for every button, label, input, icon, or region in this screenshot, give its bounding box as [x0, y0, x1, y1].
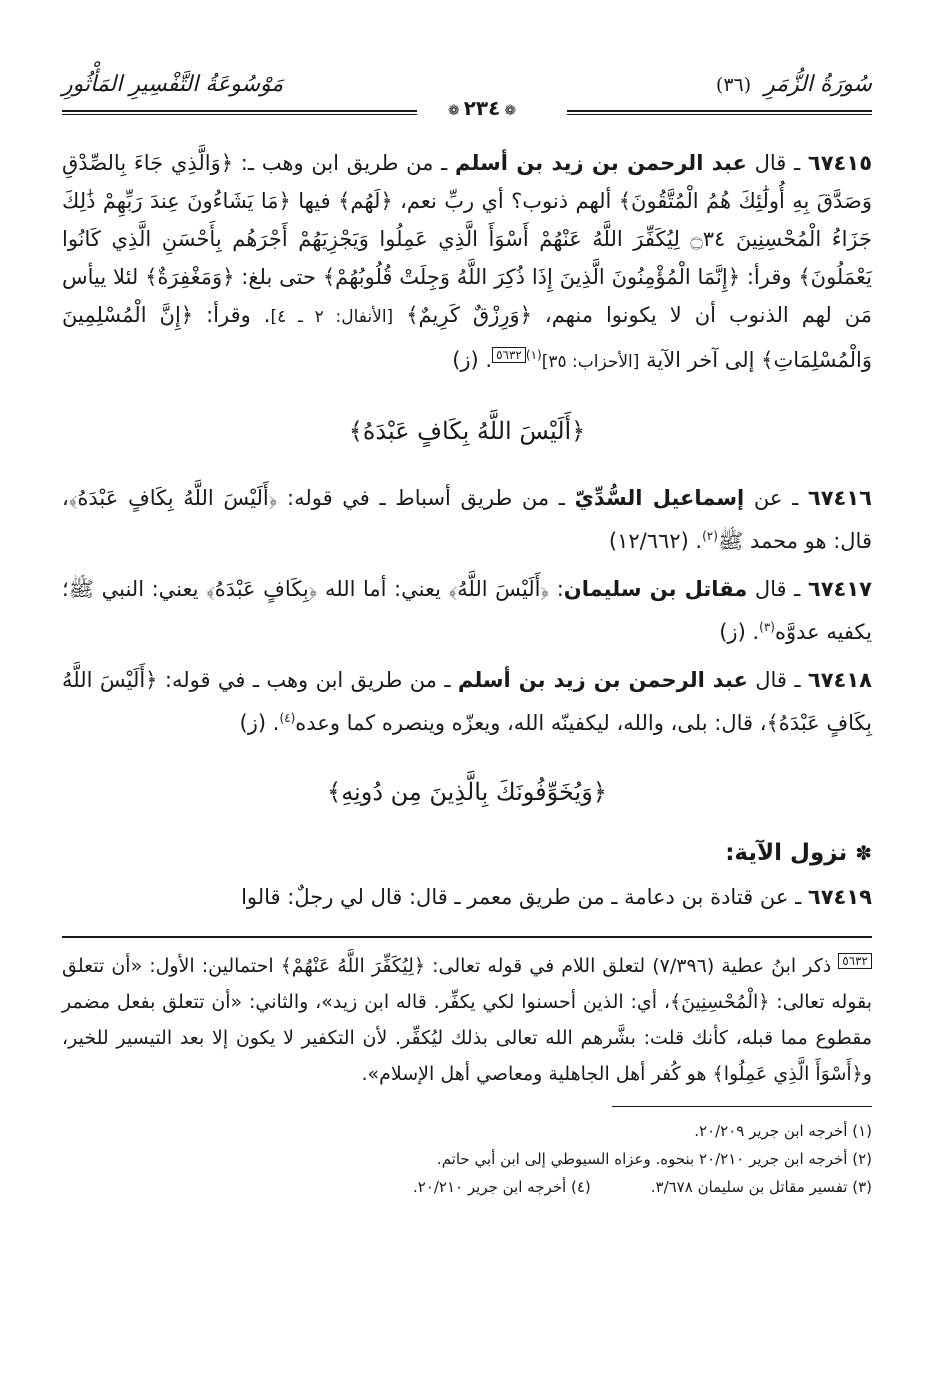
entry-lead: ـ قال: [746, 151, 808, 175]
entry-number: ٦٧٤١٧: [807, 577, 872, 601]
flower-icon: ✽: [855, 841, 872, 865]
ayah-heading: ﴿وَيُخَوِّفُونَكَ بِالَّذِينَ مِن دُونِهِ﴾: [327, 778, 607, 806]
entry-text: . وقرأ: ﴿إِنَّ الْمُسْلِمِينَ وَالْمُسْلِمَاتِ﴾ إلى آخر الآية: [62, 303, 872, 372]
surah-name: سُورَةُ الزُّمَرِ: [764, 72, 872, 97]
entry-text: ـ من طريق أسباط ـ في قوله: ﴿أَلَيْسَ اللَّهُ بِكَافٍ عَبْدَهُ﴾، قال: هو محمد ﷺ: [62, 486, 872, 553]
narrator-name: عبد الرحمن بن زيد بن أسلم: [455, 151, 747, 175]
footnote-row: [62, 1173, 872, 1201]
footnote-marker[interactable]: (٢): [702, 529, 718, 543]
entry-tail: . (ز): [239, 711, 280, 735]
entry-number: ٦٧٤١٨: [807, 668, 872, 692]
ornament-icon: ❁: [447, 103, 460, 119]
footnote-marker[interactable]: (٤): [279, 711, 296, 725]
narrator-name: إسماعيل السُّدِّيّ: [574, 486, 745, 510]
book-title: مَوْسُوعَةُ التَّفْسِيرِ المَأْثُورِ: [62, 72, 284, 97]
running-header: [62, 62, 872, 120]
footnote: (١) أخرجه ابن جرير ٢٠/٢٠٩.: [694, 1122, 872, 1140]
page: [62, 62, 873, 1196]
entry-number: ٦٧٤١٦: [807, 486, 872, 510]
page-body: [62, 144, 872, 1201]
entry-text: ـ من طريق ابن وهب ـ: ﴿وَالَّذِي جَاءَ بِالصِّدْقِ وَصَدَّقَ بِهِ أُولَٰئِكَ هُمُ الْمُتَّقُونَ﴾ ألهم ذنوب؟ أي ربِّ نعم، ﴿لَهُم﴾ فيها ﴿مَا يَشَاءُونَ عِندَ رَبِّهِمْ ذَٰلِكَ جَزَاءُ الْمُحْسِنِينَ ۝٣٤ لِيُكَفِّرَ اللَّهُ عَنْهُمْ أَسْوَأَ الَّذِي عَمِلُوا وَيَجْزِيَهُمْ أَجْرَهُم بِأَحْسَنِ الَّذِي كَانُوا يَعْمَلُونَ﴾ وقرأ: ﴿إِنَّمَا الْمُؤْمِنُونَ الَّذِينَ إِذَا ذُكِرَ اللَّهُ وَجِلَتْ قُلُوبُهُمْ﴾ حتى بلغ: ﴿وَمَغْفِرَةٌ﴾ لئلا ييأس مَن لهم الذنوب أن لا يكونوا منهم، ﴿وَرِزْقٌ كَرِيمٌ﴾: [62, 151, 872, 327]
entry-lead: ـ قال: [747, 668, 808, 692]
footnote-marker[interactable]: (١): [525, 348, 542, 362]
footnote-marker[interactable]: (٣): [759, 620, 775, 634]
editor-note: [62, 948, 872, 1092]
verse-reference: [الأنفال: ٢ ـ ٤]: [270, 307, 394, 327]
page-number-text: ٢٣٤: [463, 96, 501, 120]
separator: [62, 936, 872, 938]
ayah-heading: ﴿أَلَيْسَ اللَّهُ بِكَافٍ عَبْدَهُ﴾: [348, 417, 586, 445]
entry-text: ـ من طريق ابن وهب ـ في قوله: ﴿أَلَيْسَ اللَّهُ بِكَافٍ عَبْدَهُ﴾، قال: بلى، والله، ليكفينّه الله، ويعزّه وينصره كما وعده: [62, 668, 872, 735]
entry-number: ٦٧٤١٩: [807, 885, 872, 909]
entry-tail: . (ز): [452, 348, 493, 372]
entry: [62, 570, 872, 651]
page-number: [422, 96, 542, 120]
cross-reference-box[interactable]: ٥٦٣٢: [492, 347, 526, 363]
verse-reference: [الأحزاب: ٣٥]: [541, 352, 640, 372]
rule-left: [62, 110, 417, 115]
entry: [62, 878, 872, 916]
entry-text: : ﴿أَلَيْسَ اللَّهُ﴾ يعني: أما الله ﴿بِكَافٍ عَبْدَهُ﴾ يعني: النبي ﷺ؛ يكفيه عدوَّه: [62, 577, 872, 644]
entry: [62, 479, 872, 560]
entry: [62, 144, 872, 381]
entry-number: ٦٧٤١٥: [807, 151, 873, 175]
surah-title: [716, 72, 872, 97]
rule-right: [567, 110, 872, 115]
footnote-rule: [612, 1106, 872, 1107]
ornament-icon: ❁: [504, 103, 517, 119]
entry: [62, 661, 872, 742]
note-text: ذكر ابنُ عطية (٧/٣٩٦) لتعلق اللام في قوله تعالى: ﴿لِيُكَفِّرَ اللَّهُ عَنْهُمْ﴾ احتمالين: الأول: «أن تتعلق بقوله تعالى: ﴿الْمُحْسِنِينَ﴾، أي: الذين أحسنوا لكي يكفِّر. قاله ابن زيد»، والثاني: «أن تتعلق بفعل مضمر مقطوع مما قبله، كأنك قلت: بشَّرهم الله تعالى بذلك ليُكفِّر. لأن التكفير لا يكون إلا بعد التيسير للخير، و﴿أَسْوَأَ الَّذِي عَمِلُوا﴾ هو كُفر أهل الجاهلية ومعاصي أهل الإسلام».: [62, 955, 872, 1085]
entry-tail: . (ز): [719, 620, 760, 644]
header-rule: [62, 96, 872, 120]
cross-reference-box: ٥٦٣٢: [838, 953, 872, 969]
entry-text: ـ عن قتادة بن دعامة ـ من طريق معمر ـ قال: قال لي رجلٌ: قالوا: [241, 885, 808, 909]
footnote: (٤) أخرجه ابن جرير ٢٠/٢١٠.: [412, 1178, 591, 1196]
footnotes: [62, 1117, 872, 1201]
entry-lead: ـ قال: [747, 577, 808, 601]
entry-tail: . (١٢/٦٦٢): [608, 529, 703, 553]
footnote: (٣) تفسير مقاتل بن سليمان ٣/٦٧٨.: [650, 1178, 872, 1196]
surah-number: (٣٦): [715, 74, 752, 96]
section-title: [62, 840, 872, 866]
footnote: (٢) أخرجه ابن جرير ٢٠/٢١٠ بنحوه. وعزاه السيوطي إلى ابن أبي حاتم.: [436, 1150, 872, 1168]
narrator-name: عبد الرحمن بن زيد بن أسلم: [457, 668, 748, 692]
section-title-text: نزول الآية:: [725, 840, 848, 866]
entry-lead: ـ عن: [744, 486, 808, 510]
narrator-name: مقاتل بن سليمان: [563, 577, 748, 601]
